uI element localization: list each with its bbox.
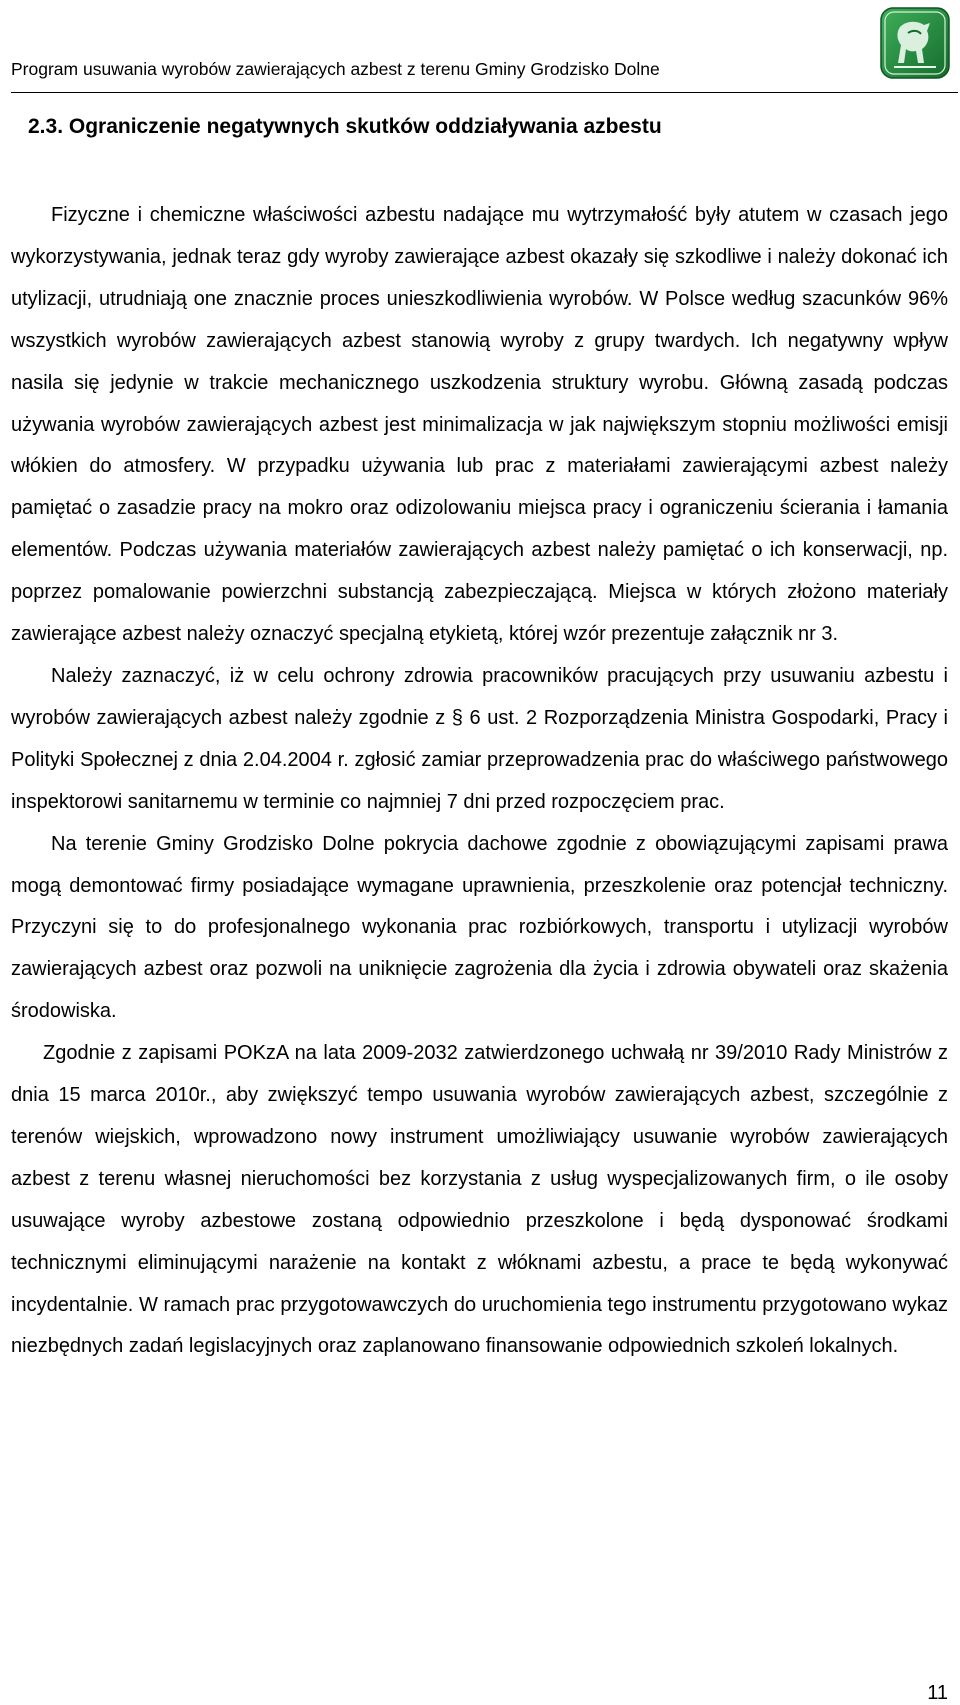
municipal-emblem-icon — [880, 7, 950, 79]
paragraph: Należy zaznaczyć, iż w celu ochrony zdrowia pracowników pracujących przy usuwaniu azbestu i wyrobów zawierających azbest należy zgodnie z § 6 ust. 2 Rozporządzenia Ministra Gospodarki, Pracy i Polityki Społecznej z dnia 2.04.2004 r. zgłosić zamiar przeprowadzenia prac do właściwego państwowego inspektorowi sanitarnemu w terminie co najmniej 7 dni przed rozpoczęciem prac. — [11, 664, 948, 813]
paragraph: Na terenie Gminy Grodzisko Dolne pokrycia dachowe zgodnie z obowiązującymi zapisami prawa mogą demontować firmy posiadające wymagane uprawnienia, przeszkolenie oraz potencjał techniczny. Przyczyni się to do profesjonalnego wykonania prac rozbiórkowych, transportu i utylizacji wyrobów zawierających azbest oraz pozwoli na uniknięcie zagrożenia dla życia i zdrowia obywateli oraz skażenia środowiska. — [11, 832, 948, 1023]
section-heading: 2.3. Ograniczenie negatywnych skutków oddziaływania azbestu — [28, 115, 662, 138]
document-title: Program usuwania wyrobów zawierających azbest z terenu Gminy Grodzisko Dolne — [11, 59, 660, 79]
paragraph: Zgodnie z zapisami POKzA na lata 2009-2032 zatwierdzonego uchwałą nr 39/2010 Rady Ministrów z dnia 15 marca 2010r., aby zwiększyć tempo usuwania wyrobów zawierających azbest, szczególnie z terenów wiejskich, wprowadzono nowy instrument umożliwiający usuwanie wyrobów zawierających azbest z terenu własnej nieruchomości bez korzystania z usług wyspecjalizowanych firm, o ile osoby usuwające wyroby azbestowe zostaną odpowiednio przeszkolone i będą dysponować środkami technicznymi eliminującymi narażenie na kontakt z włóknami azbestu, a prace te będą wykonywać incydentalnie. W ramach prac przygotowawczych do uruchomienia tego instrumentu przygotowano wykaz niezbędnych zadań legislacyjnych oraz zaplanowano finansowanie odpowiednich szkoleń lokalnych. — [11, 1042, 948, 1358]
paragraph: Fizyczne i chemiczne właściwości azbestu nadające mu wytrzymałość były atutem w czasach jego wykorzystywania, jednak teraz gdy wyroby zawierające azbest okazały się szkodliwe i należy dokonać ich utylizacji, utrudniają one znacznie proces unieszkodliwienia wyrobów. W Polsce według szacunków 96% wszystkich wyrobów zawierających azbest stanowią wyroby z grupy twardych. Ich negatywny wpływ nasila się jedynie w trakcie mechanicznego uszkodzenia struktury wyrobu. Główną zasadą podczas używania wyrobów zawierających azbest jest minimalizacja w jak największym stopniu możliwości emisji włókien do atmosfery. W przypadku używania lub prac z materiałami zawierającymi azbest należy pamiętać o zasadzie pracy na mokro oraz odizolowaniu miejsca pracy i ograniczeniu ścierania i łamania elementów. Podczas używania materiałów zawierających azbest należy pamiętać o ich konserwacji, np. poprzez pomalowanie powierzchni substancją zabezpieczającą. Miejsca w których złożono materiały zawierające azbest należy oznaczyć specjalną etykietą, której wzór prezentuje załącznik nr 3. — [11, 204, 948, 646]
page-header — [11, 0, 958, 93]
page-number: 11 — [927, 1682, 948, 1704]
body-text — [11, 195, 948, 1368]
